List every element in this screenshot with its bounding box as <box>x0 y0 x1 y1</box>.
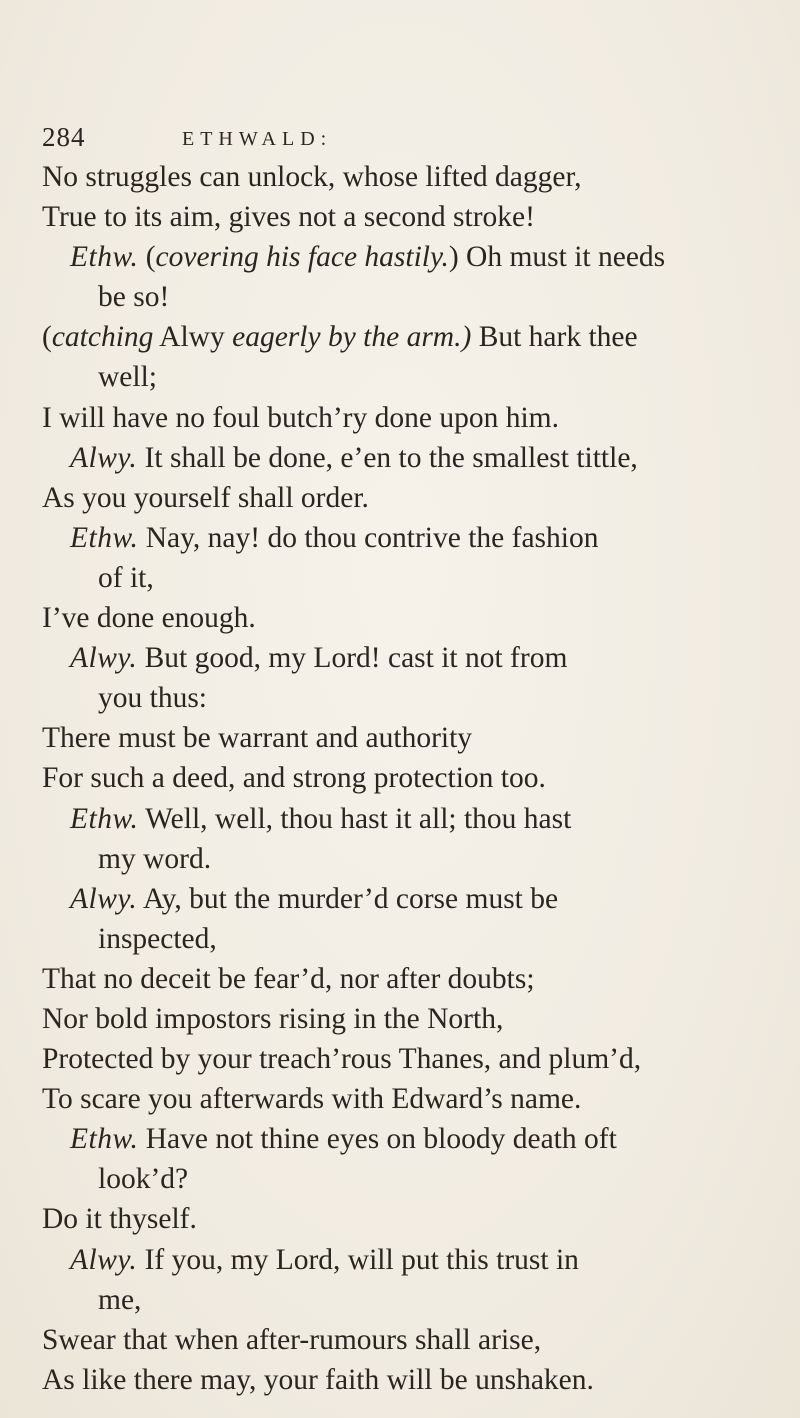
line-text: inspected, <box>98 922 217 955</box>
play-text <box>42 157 772 1400</box>
line-text: Do it thyself. <box>42 1203 197 1236</box>
text-line <box>42 678 772 718</box>
text-line <box>42 518 772 558</box>
text-line <box>42 879 772 919</box>
line-text: For such a deed, and strong protection too. <box>42 762 546 795</box>
line-text: No struggles can unlock, whose lifted dagger, <box>42 161 582 193</box>
text-line <box>42 1280 772 1320</box>
speaker-name: Ethw. <box>70 1123 139 1156</box>
line-text: Alwy <box>153 321 233 354</box>
page-number: 284 <box>42 122 86 152</box>
text-line <box>42 277 772 317</box>
text-line <box>42 999 772 1039</box>
line-text: look’d? <box>98 1163 189 1196</box>
stage-direction: covering his face hastily. <box>155 241 449 274</box>
line-text: well; <box>98 361 157 394</box>
text-line <box>42 839 772 879</box>
line-text: I will have no foul butch’ry done upon him. <box>42 401 559 434</box>
line-text: But good, my Lord! cast it not from <box>137 642 568 675</box>
line-text: ) Oh must it needs <box>448 241 666 274</box>
text-line <box>42 1199 772 1239</box>
text-line <box>42 1320 772 1360</box>
speaker-name: Alwy. <box>70 882 138 915</box>
text-line <box>42 1079 772 1119</box>
line-text: Ay, but the murder’d corse must be <box>137 882 559 915</box>
text-line <box>42 317 772 357</box>
text-line <box>42 478 772 518</box>
text-line <box>42 638 772 678</box>
line-text: Swear that when after-rumours shall arise, <box>42 1323 542 1356</box>
text-line <box>42 758 772 798</box>
stage-direction: eagerly by the arm.) <box>232 321 472 354</box>
text-line <box>42 919 772 959</box>
text-line <box>42 1360 772 1400</box>
text-line <box>42 398 772 438</box>
line-text: be so! <box>98 281 170 314</box>
line-text: To scare you afterwards with Edward’s name. <box>42 1083 582 1116</box>
line-text: my word. <box>98 842 212 875</box>
text-line <box>42 357 772 397</box>
speaker-name: Alwy. <box>70 642 138 675</box>
line-text: But hark thee <box>471 321 638 354</box>
line-text: Protected by your treach’rous Thanes, and plum’d, <box>42 1043 642 1076</box>
line-text: As you yourself shall order. <box>42 481 369 514</box>
text-line <box>42 598 772 638</box>
text-line <box>42 157 772 197</box>
speaker-name: Ethw. <box>70 521 139 554</box>
speaker-name: Ethw. <box>70 802 139 835</box>
text-line <box>42 1240 772 1280</box>
text-line <box>42 1119 772 1159</box>
line-text: If you, my Lord, will put this trust in <box>137 1243 579 1276</box>
text-line <box>42 237 772 277</box>
line-text: That no deceit be fear’d, nor after doubts; <box>42 962 535 995</box>
text-line <box>42 558 772 598</box>
line-text: me, <box>98 1283 142 1316</box>
text-line <box>42 1039 772 1079</box>
text-line <box>42 197 772 237</box>
line-text: of it, <box>98 561 154 594</box>
line-text: It shall be done, e’en to the smallest tittle, <box>137 441 638 474</box>
line-text: There must be warrant and authority <box>42 722 473 755</box>
line-text: ( <box>138 241 156 274</box>
line-text: I’ve done enough. <box>42 602 256 635</box>
running-head: ETHWALD: <box>182 128 333 150</box>
text-line <box>42 1159 772 1199</box>
stage-direction: catching <box>51 321 154 354</box>
page-header <box>42 118 762 158</box>
text-line <box>42 959 772 999</box>
line-text: Nor bold impostors rising in the North, <box>42 1002 504 1035</box>
line-text: Nay, nay! do thou contrive the fashion <box>138 521 599 554</box>
line-text: ( <box>42 321 52 354</box>
line-text: As like there may, your faith will be unshaken. <box>42 1363 594 1396</box>
line-text: you thus: <box>98 682 207 715</box>
text-line <box>42 718 772 758</box>
line-text: True to its aim, gives not a second stroke! <box>42 201 535 234</box>
speaker-name: Alwy. <box>70 441 138 474</box>
speaker-name: Alwy. <box>70 1243 138 1276</box>
text-line <box>42 438 772 478</box>
text-line <box>42 799 772 839</box>
line-text: Well, well, thou hast it all; thou hast <box>138 802 572 835</box>
speaker-name: Ethw. <box>70 241 139 274</box>
line-text: Have not thine eyes on bloody death oft <box>138 1123 617 1156</box>
